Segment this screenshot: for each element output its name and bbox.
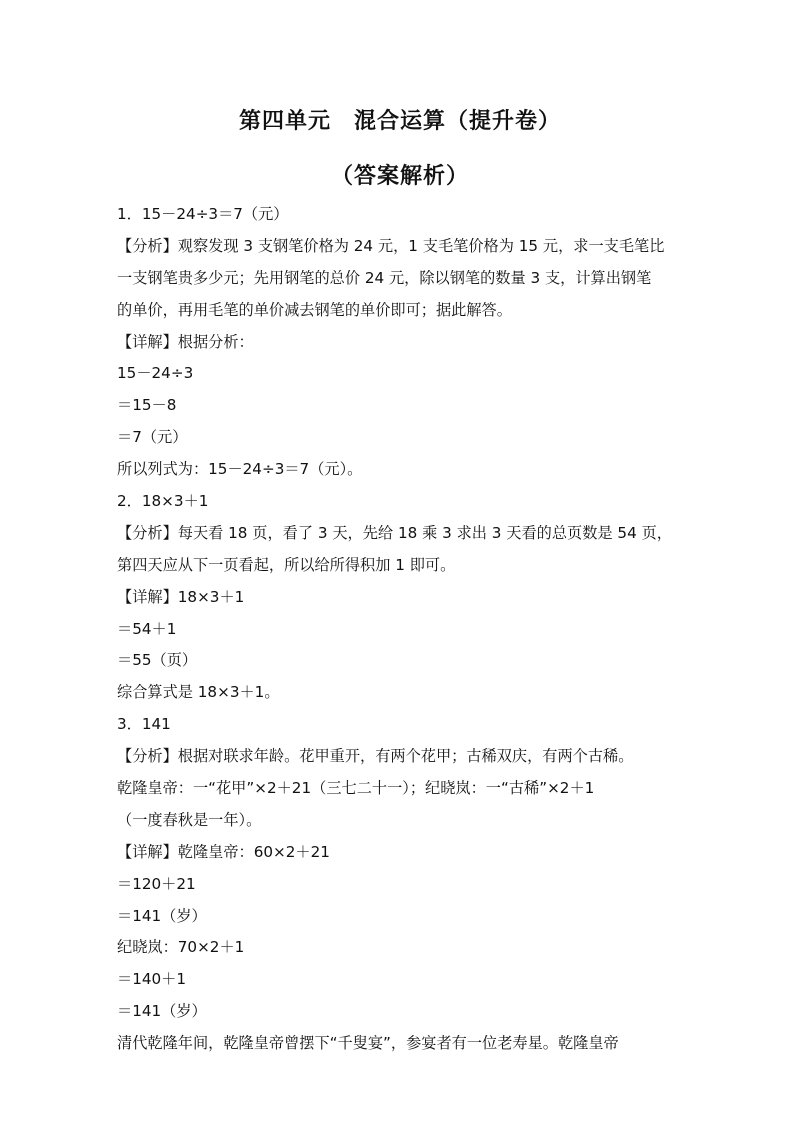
- detail-line: 【详解】18×3＋1: [117, 587, 245, 606]
- calculation-line: ＝54＋1: [117, 619, 177, 638]
- paragraph-line: 清代乾隆年间，乾隆皇帝曾摆下“千叟宴”，参宴者有一位老寿星。乾隆皇帝: [117, 1034, 619, 1053]
- answer-number: 1．15－24÷3＝7（元）: [117, 205, 289, 223]
- calculation-line: ＝7（元）: [117, 428, 188, 447]
- answer-number: 2．18×3＋1: [117, 492, 209, 511]
- calculation-line: ＝120＋21: [117, 874, 196, 893]
- analysis-line: 【分析】观察发现 3 支钢笔价格为 24 元，1 支毛笔价格为 15 元，求一支毛笔比: [117, 236, 665, 255]
- answer-number: 3．141: [117, 715, 171, 734]
- calculation-line: 15－24÷3: [117, 364, 194, 383]
- analysis-line: 的单价，再用毛笔的单价减去钢笔的单价即可；据此解答。: [117, 300, 512, 319]
- calculation-line: 纪晓岚：70×2＋1: [117, 938, 245, 957]
- answer-body: [117, 199, 689, 1060]
- detail-line: 【详解】乾隆皇帝：60×2＋21: [117, 842, 330, 861]
- conclusion-line: 所以列式为：15－24÷3＝7（元）。: [117, 460, 363, 479]
- detail-line: 【详解】根据分析：: [117, 332, 254, 351]
- analysis-line: 【分析】根据对联求年龄。花甲重开，有两个花甲；古稀双庆，有两个古稀。: [117, 747, 634, 766]
- analysis-line: 一支钢笔贵多少元；先用钢笔的总价 24 元，除以钢笔的数量 3 支，计算出钢笔: [117, 268, 652, 287]
- calculation-line: ＝55（页）: [117, 651, 198, 670]
- conclusion-line: 综合算式是 18×3＋1。: [117, 683, 280, 702]
- page-subtitle: （答案解析）: [330, 164, 469, 189]
- analysis-line: （一度春秋是一年）。: [117, 810, 262, 829]
- calculation-line: ＝140＋1: [117, 970, 187, 989]
- page-title: 第四单元 混合运算（提升卷）: [238, 109, 561, 134]
- calculation-line: ＝141（岁）: [117, 906, 207, 925]
- calculation-line: ＝15－8: [117, 396, 177, 415]
- analysis-line: 第四天应从下一页看起，所以给所得积加 1 即可。: [117, 555, 456, 574]
- analysis-line: 乾隆皇帝：一“花甲”×2＋21（三七二十一）；纪晓岚：一“古稀”×2＋1: [117, 779, 595, 798]
- calculation-line: ＝141（岁）: [117, 1002, 207, 1021]
- analysis-line: 【分析】每天看 18 页，看了 3 天，先给 18 乘 3 求出 3 天看的总页数是 54 页，: [117, 523, 672, 542]
